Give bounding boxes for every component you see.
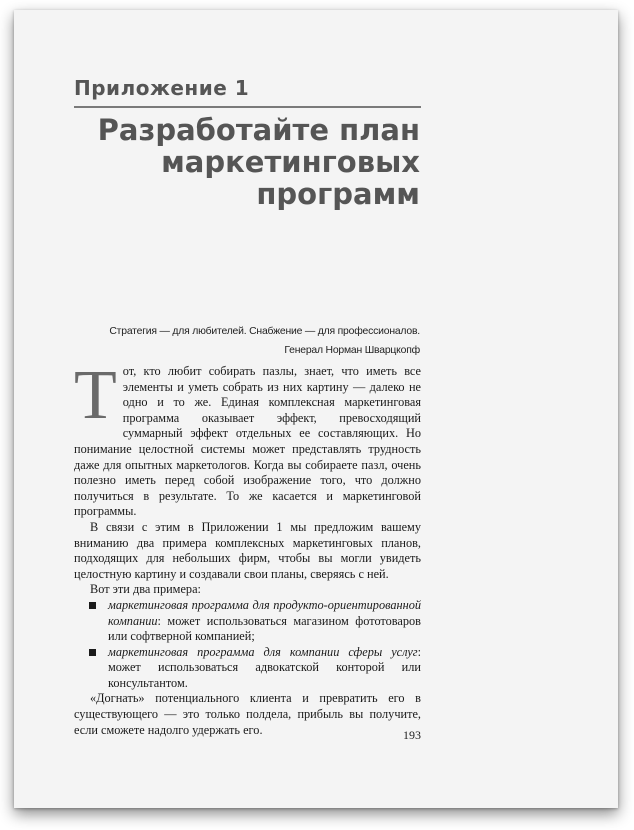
body-text: [74, 357, 421, 738]
list-item-text: : может использоваться магазином фототоваров или софтверной компанией;: [108, 613, 421, 644]
square-bullet-icon: [89, 649, 96, 656]
bullet-list: [74, 598, 421, 692]
chapter-title-line-2: маркетинговых: [161, 145, 420, 179]
chapter-title-line-1: Разработайте план: [97, 113, 420, 147]
drop-cap: Т: [74, 357, 117, 434]
epigraph-author: Генерал Норман Шварцкопф: [284, 345, 420, 356]
list-item: [74, 598, 421, 645]
epigraph: [20, 322, 420, 360]
appendix-label: Приложение 1: [74, 76, 250, 100]
list-item-text: : может использоваться адвокатской конторой или консультантом.: [108, 644, 421, 690]
page-number: 193: [403, 728, 421, 742]
header-rule: [74, 106, 421, 108]
book-page: [14, 10, 618, 808]
list-item-emphasis: маркетинговая программа для компании сферы услуг: [108, 644, 418, 659]
square-bullet-icon: [89, 602, 96, 609]
chapter-title: [60, 114, 420, 210]
paragraph-1-text: от, кто любит собирать пазлы, знает, что иметь все элементы и уметь собрать из них картину — далеко не одно и то же. Единая комплексная маркетинговая программа оказывает эффект, превосходящий суммарный эффект отдельных ее составляющих. Но понимание целостной системы может представлять трудность даже для опытных маркетологов. Когда вы собираете пазл, очень полезно иметь перед собой изображение того, что должно получиться в результате. То же касается и маркетинговой программы.: [74, 364, 421, 519]
paragraph-4: «Догнать» потенциального клиента и превратить его в существующего — это только полдела, прибыль вы получите, если сможете надолго удержать его.: [74, 691, 421, 737]
paragraph-1: [74, 357, 421, 520]
list-item: [74, 645, 421, 692]
paragraph-3: Вот эти два примера:: [90, 582, 201, 597]
chapter-title-line-3: программ: [256, 177, 420, 211]
paragraph-2: В связи с этим в Приложении 1 мы предложим вашему вниманию два примера комплексных маркетинговых планов, подходящих для небольших фирм, чтобы вы могли увидеть целостную картину и создавали свои планы, сверяясь с ней.: [74, 519, 421, 581]
epigraph-quote: Стратегия — для любителей. Снабжение — для профессионалов.: [109, 326, 420, 337]
list-item-emphasis: маркетинговая программа для продукто-ориентированной компании: [108, 597, 421, 628]
